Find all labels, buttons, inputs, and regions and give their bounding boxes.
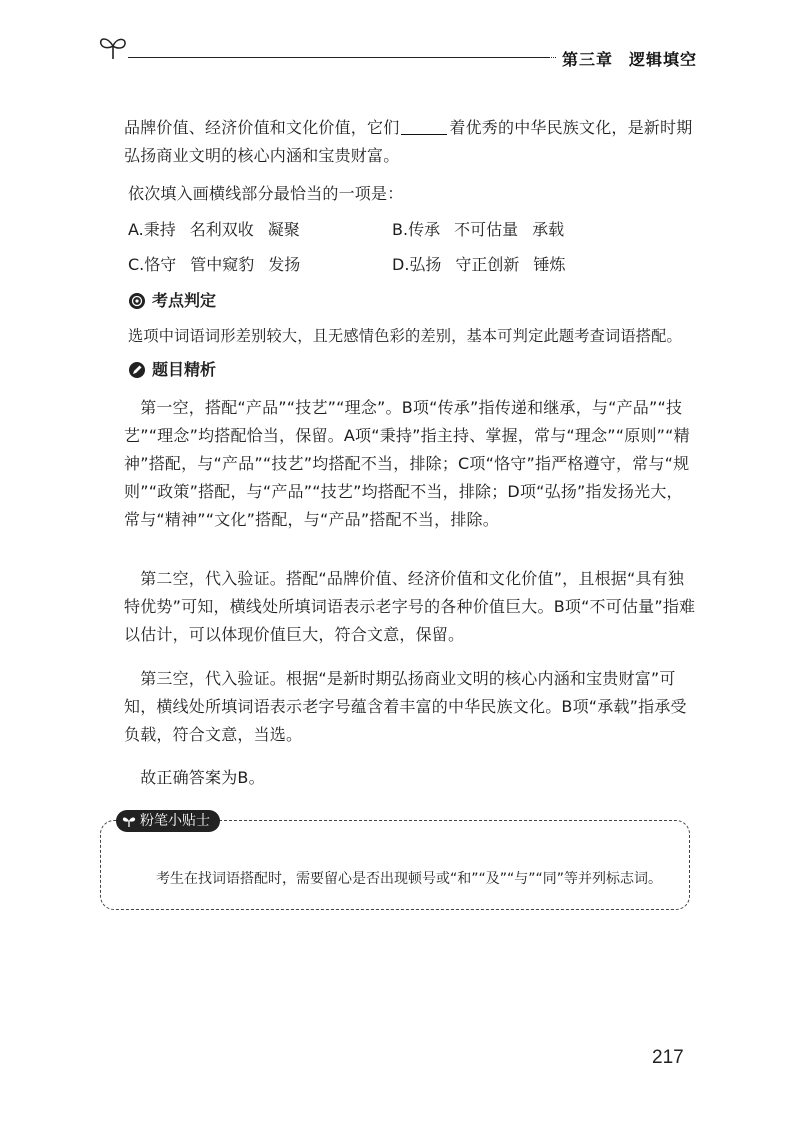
tip-text bbox=[128, 864, 678, 894]
solution-heading-text: 题目精析 bbox=[152, 360, 217, 379]
option-word: 传承 bbox=[408, 220, 441, 239]
option-letter: B. bbox=[392, 220, 409, 239]
analysis-text: 选项中词语词形差别较大，且无感情色彩的差别，基本可判定此题考查词语搭配。 bbox=[128, 327, 682, 345]
question-prompt: 依次填入画横线部分最恰当的一项是： bbox=[128, 184, 404, 203]
stem-part1: 品牌价值、经济价值和文化价值，它们 bbox=[124, 118, 400, 137]
option-word: 凝聚 bbox=[267, 220, 300, 239]
solution-para-3-text: 第三空，代入验证。根据“是新时期弘扬商业文明的核心内涵和宝贵财富”可知，横线处所填词语表示老字号蕴含着丰富的中华民族文化。B项“承载”指承受负载，符合文意，当选。 bbox=[124, 669, 687, 744]
option-word: 承载 bbox=[532, 220, 565, 239]
analysis-heading bbox=[128, 290, 216, 312]
sprout-icon bbox=[122, 815, 136, 827]
option-d bbox=[392, 253, 579, 277]
option-a bbox=[128, 218, 314, 242]
option-word: 锤炼 bbox=[533, 255, 566, 274]
solution-heading bbox=[128, 359, 216, 381]
solution-para-1-text: 第一空，搭配“产品”“技艺”“理念”。B项“传承”指传递和继承，与“产品”“技艺”“理念”均搭配恰当，保留。A项“秉持”指主持、掌握，常与“理念”“原则”“精神”搭配，与“产品”“技艺”均搭配不当，排除；C项“恪守”指严格遵守，常与“规则”“政策”搭配，与“产品”“技艺”均搭配不当，排除；D项“弘扬”指发扬光大，常与“精神”“文化”搭配，与“产品”搭配不当，排除。 bbox=[124, 398, 690, 529]
option-word: 名利双收 bbox=[189, 220, 254, 239]
header-dots bbox=[548, 57, 556, 58]
analysis-heading-text: 考点判定 bbox=[152, 291, 217, 310]
option-word: 管中窥豹 bbox=[190, 255, 255, 274]
target-icon bbox=[128, 292, 146, 310]
solution-para-4-text: 故正确答案为B。 bbox=[140, 768, 265, 787]
pen-icon bbox=[128, 361, 146, 379]
option-word: 秉持 bbox=[143, 220, 176, 239]
option-word: 弘扬 bbox=[409, 255, 442, 274]
option-word: 不可估量 bbox=[454, 220, 519, 239]
option-c bbox=[128, 253, 314, 277]
sprout-icon bbox=[97, 34, 129, 60]
option-word: 守正创新 bbox=[455, 255, 520, 274]
option-letter: C. bbox=[128, 255, 145, 274]
option-word: 恪守 bbox=[144, 255, 177, 274]
option-word: 发扬 bbox=[268, 255, 301, 274]
solution-para-1 bbox=[124, 394, 696, 534]
stem-part2: 着优秀的中华民族文化，是新时期弘扬商业文明的核心内涵和宝贵财富。 bbox=[124, 118, 693, 165]
running-header bbox=[562, 47, 697, 70]
solution-para-4 bbox=[124, 764, 696, 792]
solution-para-2-text: 第二空，代入验证。搭配“品牌价值、经济价值和文化价值”，且根据“具有独特优势”可知，横线处所填词语表示老字号的各种价值巨大。B项“不可估量”指难以估计，可以体现价值巨大，符合文意，保留。 bbox=[124, 569, 696, 644]
question-stem bbox=[124, 114, 696, 170]
solution-para-3 bbox=[124, 665, 696, 749]
option-b bbox=[392, 218, 578, 242]
option-letter: A. bbox=[128, 220, 144, 239]
page-number: 217 bbox=[652, 1047, 684, 1068]
solution-para-2 bbox=[124, 565, 696, 649]
answer-blank bbox=[401, 116, 447, 135]
tip-label: 粉笔小贴士 bbox=[140, 813, 210, 829]
header-rule bbox=[128, 57, 548, 58]
chapter-label: 第三章 bbox=[562, 50, 614, 69]
tip-badge bbox=[116, 810, 220, 832]
tip-text-content: 考生在找词语搭配时，需要留心是否出现顿号或“和”“及”“与”“同”等并列标志词。 bbox=[156, 871, 663, 887]
section-label: 逻辑填空 bbox=[629, 50, 698, 69]
option-letter: D. bbox=[392, 255, 410, 274]
